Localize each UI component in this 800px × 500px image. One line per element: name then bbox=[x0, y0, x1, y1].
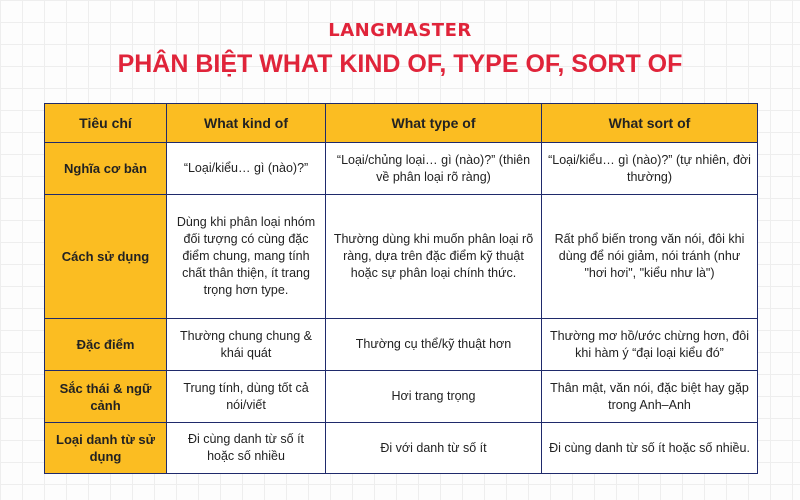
criteria-cell: Cách sử dụng bbox=[45, 195, 167, 319]
header-criteria: Tiêu chí bbox=[45, 104, 167, 143]
table-cell: Thân mật, văn nói, đặc biệt hay gặp trong Anh–Anh bbox=[542, 371, 758, 423]
comparison-table bbox=[44, 103, 758, 474]
table-cell: Đi cùng danh từ số ít hoặc số nhiều bbox=[167, 423, 326, 474]
table-row bbox=[45, 371, 758, 423]
table-cell: “Loại/chủng loại… gì (nào)?” (thiên về phân loại rõ ràng) bbox=[326, 143, 542, 195]
table-cell: Dùng khi phân loại nhóm đối tượng có cùng đặc điểm chung, mang tính chất thân thiện, ít trang trọng hơn type. bbox=[167, 195, 326, 319]
table-cell: “Loại/kiểu… gì (nào)?” bbox=[167, 143, 326, 195]
criteria-cell: Loại danh từ sử dụng bbox=[45, 423, 167, 474]
table-cell: Rất phổ biến trong văn nói, đôi khi dùng để nói giảm, nói tránh (như "hơi hơi", "kiểu như là") bbox=[542, 195, 758, 319]
header-what-kind-of: What kind of bbox=[167, 104, 326, 143]
table-cell: Thường dùng khi muốn phân loại rõ ràng, dựa trên đặc điểm kỹ thuật hoặc sự phân loại chính thức. bbox=[326, 195, 542, 319]
table-cell: Trung tính, dùng tốt cả nói/viết bbox=[167, 371, 326, 423]
table-cell: Hơi trang trọng bbox=[326, 371, 542, 423]
criteria-cell: Đặc điểm bbox=[45, 319, 167, 371]
table-row bbox=[45, 319, 758, 371]
page-title: PHÂN BIỆT WHAT KIND OF, TYPE OF, SORT OF bbox=[117, 50, 683, 78]
table-cell: Đi cùng danh từ số ít hoặc số nhiều. bbox=[542, 423, 758, 474]
criteria-cell: Sắc thái & ngữ cảnh bbox=[45, 371, 167, 423]
table-cell: Thường chung chung & khái quát bbox=[167, 319, 326, 371]
table-row bbox=[45, 423, 758, 474]
table-cell: Đi với danh từ số ít bbox=[326, 423, 542, 474]
header-what-sort-of: What sort of bbox=[542, 104, 758, 143]
brand-logo: LANGMASTER bbox=[328, 20, 472, 41]
header-what-type-of: What type of bbox=[326, 104, 542, 143]
table-cell: Thường cụ thể/kỹ thuật hơn bbox=[326, 319, 542, 371]
table-row bbox=[45, 195, 758, 319]
table-cell: “Loại/kiểu… gì (nào)?” (tự nhiên, đời thường) bbox=[542, 143, 758, 195]
table-cell: Thường mơ hồ/ước chừng hơn, đôi khi hàm ý “đại loại kiểu đó” bbox=[542, 319, 758, 371]
criteria-cell: Nghĩa cơ bản bbox=[45, 143, 167, 195]
table-row bbox=[45, 143, 758, 195]
table-header-row bbox=[45, 104, 758, 143]
